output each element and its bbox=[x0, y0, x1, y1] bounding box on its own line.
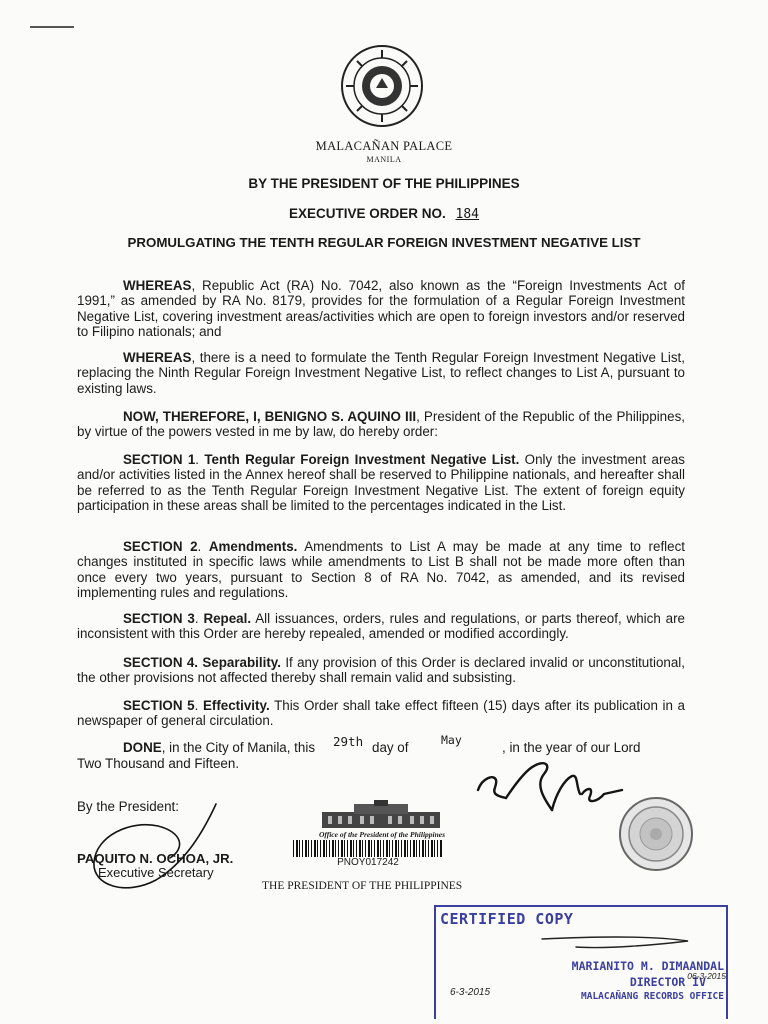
section-3: SECTION 3. Repeal. All issuances, orders, rules and regulations, or parts thereof, which are inconsistent with this Order are hereby repealed, amended or modified accordingly. bbox=[77, 611, 686, 642]
barcode bbox=[293, 840, 443, 857]
section-text: All issuances, orders, rules and regulations, or parts thereof, which are inconsistent with this Order are hereby repealed, amended or modified accordingly. bbox=[77, 611, 686, 642]
now-therefore-text: , President of the Republic of the Philippines, by virtue of the powers vested in me by law, do hereby order: bbox=[77, 409, 685, 440]
section-heading: Tenth Regular Foreign Investment Negative List. bbox=[204, 452, 520, 467]
done-text-3: , in the year of our Lord bbox=[502, 740, 641, 755]
by-the-president-label: By the President: bbox=[77, 799, 179, 814]
done-lead: DONE bbox=[123, 740, 162, 755]
whereas-text: , Republic Act (RA) No. 7042, also known as the “Foreign Investments Act of 1991,” as amended by RA No. 8179, provides for the formulation of a Regular Foreign Investment Negative List, covering investment areas/activities which are open to foreign investors and/or reserved to Filipino nationals; and bbox=[77, 278, 685, 340]
executive-order-label: EXECUTIVE ORDER NO. bbox=[288, 206, 446, 221]
section-label: SECTION 5 bbox=[123, 698, 195, 713]
section-1: SECTION 1. Tenth Regular Foreign Investment Negative List. Only the investment areas and/or activities listed in the Annex hereof shall be reserved to Philippine nationals, and hereafter shall be referred to as the Tenth Regular Foreign Investment Negative List. The extent of foreign equity participation in these areas shall be limited to the percentages indicated in the List. bbox=[77, 452, 686, 514]
executive-order-line bbox=[0, 206, 768, 222]
done-text-1: , in the City of Manila, this bbox=[161, 740, 316, 755]
whereas-clause-2 bbox=[77, 350, 685, 396]
section-text: This Order shall take effect fifteen (15) days after its publication in a newspaper of general circulation. bbox=[77, 698, 686, 729]
certified-copy-stamp bbox=[434, 905, 728, 1019]
section-label: SECTION 4. bbox=[123, 655, 199, 670]
secretary-signature bbox=[86, 800, 226, 896]
office-caption: Office of the President of the Philippines bbox=[318, 830, 446, 839]
stamp-date-right: 06-3-2015 bbox=[687, 971, 726, 981]
section-4 bbox=[77, 655, 685, 686]
palace-name: MALACAÑAN PALACE bbox=[315, 139, 453, 153]
done-text-2: day of bbox=[372, 740, 409, 755]
section-heading: Effectivity. bbox=[202, 698, 270, 713]
section-heading: Repeal. bbox=[203, 611, 252, 626]
by-president-heading: BY THE PRESIDENT OF THE PHILIPPINES bbox=[248, 176, 520, 191]
section-heading: Amendments. bbox=[208, 539, 298, 554]
presidential-seal-icon bbox=[340, 44, 424, 128]
barcode-id: PNOY017242 bbox=[337, 857, 399, 868]
done-year-text: Two Thousand and Fifteen. bbox=[77, 756, 240, 771]
section-2: SECTION 2. Amendments. Amendments to List A may be made at any time to reflect changes instituted in specific laws while amendments to List B shall not be made more often than once every two years, pursuant to Section 8 of RA No. 7042, as amended, and its revised implementing rules and regulations. bbox=[77, 539, 686, 601]
now-therefore-clause bbox=[77, 409, 685, 440]
signatory-name: PAQUITO N. OCHOA, JR. bbox=[77, 851, 234, 866]
whereas-lead: WHEREAS bbox=[123, 350, 192, 365]
stamp-office: MALACAÑANG RECORDS OFFICE bbox=[581, 991, 724, 1002]
section-text: If any provision of this Order is declared invalid or unconstitutional, the other provisions not affected thereby shall remain valid and subsisting. bbox=[77, 655, 685, 686]
scan-mark bbox=[30, 26, 74, 28]
section-text: Only the investment areas and/or activities listed in the Annex hereof shall be reserved to Philippine nationals, and hereafter shall be referred to as the Tenth Regular Foreign Investment Negative List. The extent of foreign equity participation in these areas shall be limited to the percentages indicated in the List. bbox=[77, 452, 686, 514]
stamp-signature bbox=[536, 929, 696, 953]
executive-order-number: 184 bbox=[455, 207, 480, 222]
section-label: SECTION 3 bbox=[123, 611, 195, 626]
whereas-text: , there is a need to formulate the Tenth Regular Foreign Investment Negative List, replacing the Ninth Regular Foreign Investment Negative List, to reflect changes to List A, pursuant to existing laws. bbox=[77, 350, 685, 396]
signatory-title: Executive Secretary bbox=[98, 865, 214, 880]
stamp-title: CERTIFIED COPY bbox=[440, 910, 574, 928]
palace-city: MANILA bbox=[366, 155, 402, 164]
whereas-clause-1 bbox=[77, 278, 685, 340]
section-heading: Separability. bbox=[202, 655, 281, 670]
president-line: THE PRESIDENT OF THE PHILIPPINES bbox=[262, 880, 463, 892]
section-label: SECTION 1 bbox=[123, 452, 196, 467]
stamp-name: MARIANITO M. DIMAANDAL bbox=[571, 959, 724, 973]
section-5: SECTION 5. Effectivity. This Order shall take effect fifteen (15) days after its publication in a newspaper of general circulation. bbox=[77, 698, 686, 729]
stamp-date-left: 6-3-2015 bbox=[450, 987, 491, 998]
round-seal-icon bbox=[618, 796, 694, 872]
done-day: 29th bbox=[333, 734, 364, 749]
whereas-lead: WHEREAS bbox=[123, 278, 192, 293]
president-signature bbox=[472, 750, 632, 826]
stamp-position: DIRECTOR IV bbox=[629, 975, 706, 989]
done-month: May bbox=[441, 733, 462, 747]
order-title: PROMULGATING THE TENTH REGULAR FOREIGN INVESTMENT NEGATIVE LIST bbox=[127, 235, 641, 250]
now-therefore-lead: NOW, THEREFORE, I, BENIGNO S. AQUINO III bbox=[123, 409, 417, 424]
section-label: SECTION 2 bbox=[123, 539, 198, 554]
section-text: Amendments to List A may be made at any time to reflect changes instituted in specific laws while amendments to List B shall not be made more often than once every two years, pursuant to Section 8 of RA No. 7042, as amended, and its revised implementing rules and regulations. bbox=[77, 539, 686, 601]
office-building-icon bbox=[318, 800, 444, 830]
